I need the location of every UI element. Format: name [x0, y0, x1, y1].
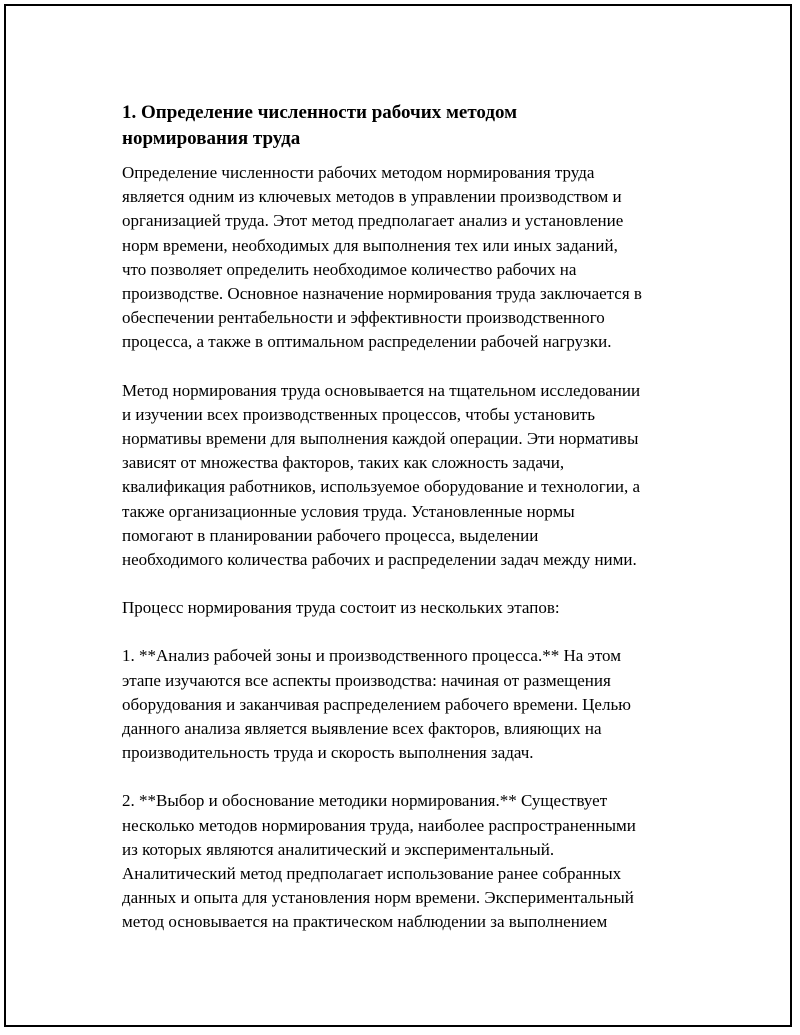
- document-content: [122, 100, 702, 959]
- paragraph-intro: Определение численности рабочих методом нормирования труда является одним из ключевых методов в управлении производством и организацией труда. Этот метод предполагает анализ и установление норм времени, необходимых для выполнения тех или иных заданий, что позволяет определить необходимое количество рабочих на производстве. Основное назначение нормирования труда заключается в обеспечении рентабельности и эффективности производственного процесса, а также в оптимальном распределении рабочей нагрузки.: [122, 163, 642, 352]
- document-page: [4, 4, 792, 1027]
- section-heading: 1. Определение численности рабочих методом нормирования труда: [122, 102, 518, 149]
- paragraph-stages-intro: Процесс нормирования труда состоит из нескольких этапов:: [122, 598, 560, 618]
- list-item-stage-1: 1. **Анализ рабочей зоны и производственного процесса.** На этом этапе изучаются все аспекты производства: начиная от размещения оборудования и заканчивая распределением рабочего времени. Целью данного анализа является выявление всех факторов, влияющих на производительность труда и скорость выполнения задач.: [122, 646, 631, 763]
- list-item-stage-2: 2. **Выбор и обоснование методики нормирования.** Существует несколько методов нормирования труда, наиболее распространенными из которых являются аналитический и экспериментальный. Аналитический метод предполагает использование ранее собранных данных и опыта для установления норм времени. Экспериментальный метод основывается на практическом наблюдении за выполнением: [122, 791, 636, 932]
- document-body: [122, 161, 702, 935]
- paragraph-method: Метод нормирования труда основывается на тщательном исследовании и изучении всех производственных процессов, чтобы установить нормативы времени для выполнения каждой операции. Эти нормативы зависят от множества факторов, таких как сложность задачи, квалификация работников, используемое оборудование и технологии, а также организационные условия труда. Установленные нормы помогают в планировании рабочего процесса, выделении необходимого количества рабочих и распределении задач между ними.: [122, 380, 641, 570]
